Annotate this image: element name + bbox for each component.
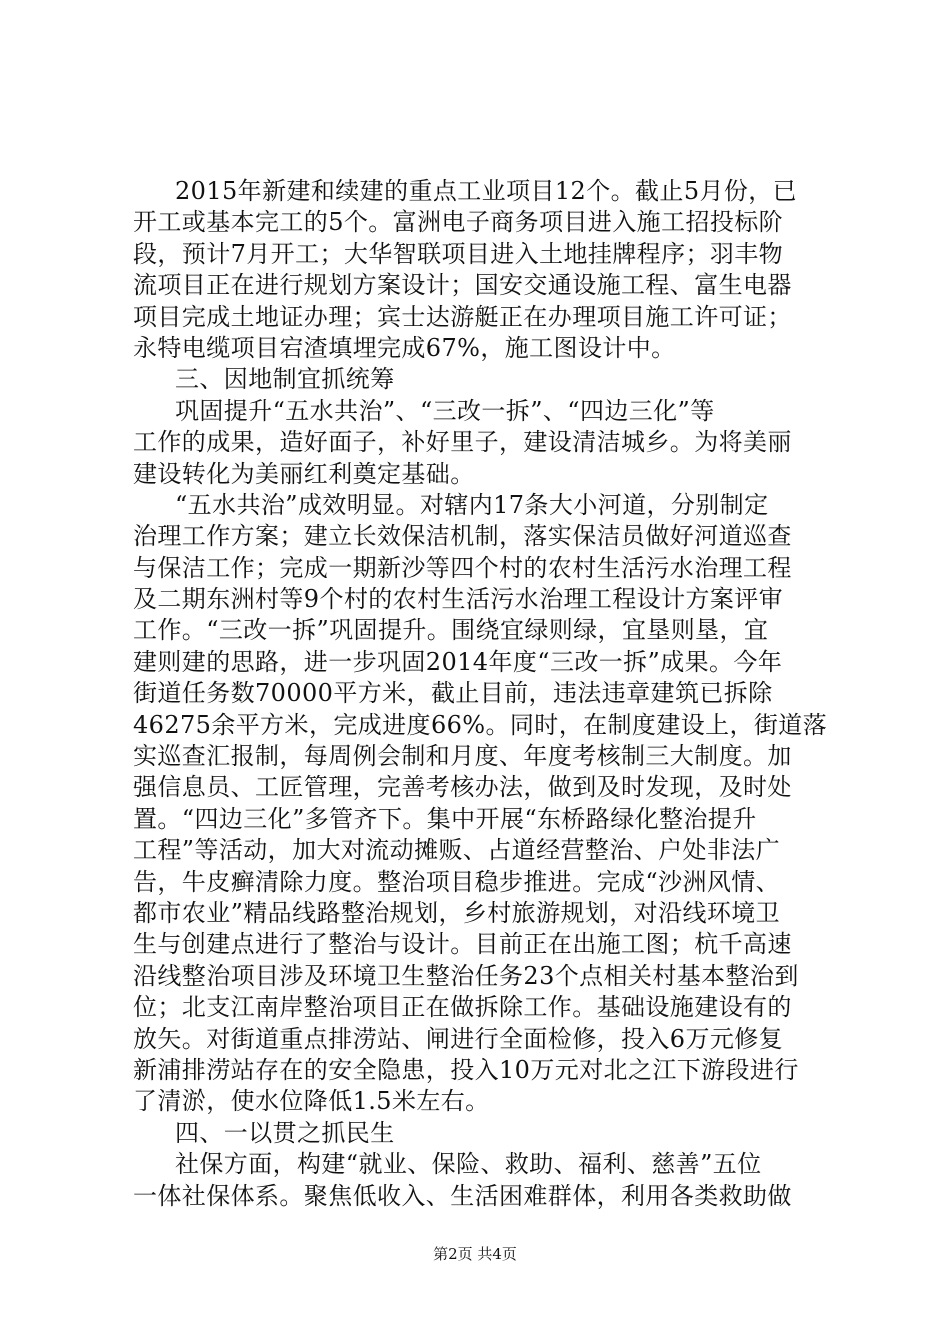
page-footer: 第2页 共4页 [433, 1245, 517, 1263]
text-line: 置。“四边三化”多管齐下。集中开展“东桥路绿化整治提升 [133, 804, 757, 833]
text-line: 及二期东洲村等9个村的农村生活污水治理工程设计方案评审 [133, 585, 784, 614]
text-line: 巩固提升“五水共治”、“三改一拆”、“四边三化”等 [175, 396, 715, 425]
text-line: 工作的成果，造好面子，补好里子，建设清洁城乡。为将美丽 [133, 428, 792, 457]
text-line: “五水共治”成效明显。对辖内17条大小河道，分别制定 [175, 490, 769, 519]
text-line: 2015年新建和续建的重点工业项目12个。截止5月份，已 [175, 177, 798, 205]
text-line: 46275余平方米，完成进度66%。同时，在制度建设上，街道落 [133, 710, 828, 739]
text-line: 一体社保体系。聚焦低收入、生活困难群体，利用各类救助做 [133, 1181, 792, 1210]
text-line: 位；北支江南岸整治项目正在做拆除工作。基础设施建设有的 [133, 993, 792, 1022]
text-line: 与保洁工作；完成一期新沙等四个村的农村生活污水治理工程 [133, 553, 792, 582]
text-line: 实巡查汇报制，每周例会制和月度、年度考核制三大制度。加 [133, 742, 792, 771]
document-body [133, 176, 829, 1212]
text-line: 沿线整治项目涉及环境卫生整治任务23个点相关村基本整治到 [133, 961, 799, 990]
text-line: 生与创建点进行了整治与设计。目前正在出施工图；杭千高速 [133, 930, 792, 959]
text-line: 开工或基本完工的5个。富洲电子商务项目进入施工招投标阶 [133, 208, 784, 237]
text-line: 四、一以贯之抓民生 [175, 1118, 395, 1147]
text-line: 放矢。对街道重点排涝站、闸进行全面检修，投入6万元修复 [133, 1024, 784, 1053]
text-line: 三、因地制宜抓统筹 [175, 365, 395, 394]
text-line: 了清淤，使水位降低1.5米左右。 [133, 1087, 490, 1116]
text-line: 流项目正在进行规划方案设计；国安交通设施工程、富生电器 [133, 271, 792, 300]
text-line: 新浦排涝站存在的安全隐患，投入10万元对北之江下游段进行 [133, 1055, 799, 1084]
text-line: 街道任务数70000平方米，截止目前，违法违章建筑已拆除 [133, 679, 773, 708]
text-line: 工程”等活动，加大对流动摊贩、占道经营整治、户处非法广 [133, 836, 781, 865]
text-line: 告，牛皮癣清除力度。整治项目稳步推进。完成“沙洲风情、 [133, 867, 781, 896]
text-line: 强信息员、工匠管理，完善考核办法，做到及时发现，及时处 [133, 773, 792, 802]
text-line: 治理工作方案；建立长效保洁机制，落实保洁员做好河道巡查 [133, 522, 792, 551]
text-line: 都市农业”精品线路整治规划，乡村旅游规划，对沿线环境卫 [133, 898, 781, 927]
text-line: 段，预计7月开工；大华智联项目进入土地挂牌程序；羽丰物 [133, 239, 784, 268]
text-line: 永特电缆项目宕渣填埋完成67%，施工图设计中。 [133, 333, 676, 362]
text-line: 工作。“三改一拆”巩固提升。围绕宜绿则绿，宜垦则垦，宜 [133, 616, 769, 645]
text-line: 建设转化为美丽红利奠定基础。 [133, 459, 475, 488]
text-line: 社保方面，构建“就业、保险、救助、福利、慈善”五位 [175, 1150, 762, 1179]
text-line: 建则建的思路，进一步巩固2014年度“三改一拆”成果。今年 [133, 647, 783, 676]
text-line: 项目完成土地证办理；宾士达游艇正在办理项目施工许可证； [133, 302, 792, 331]
